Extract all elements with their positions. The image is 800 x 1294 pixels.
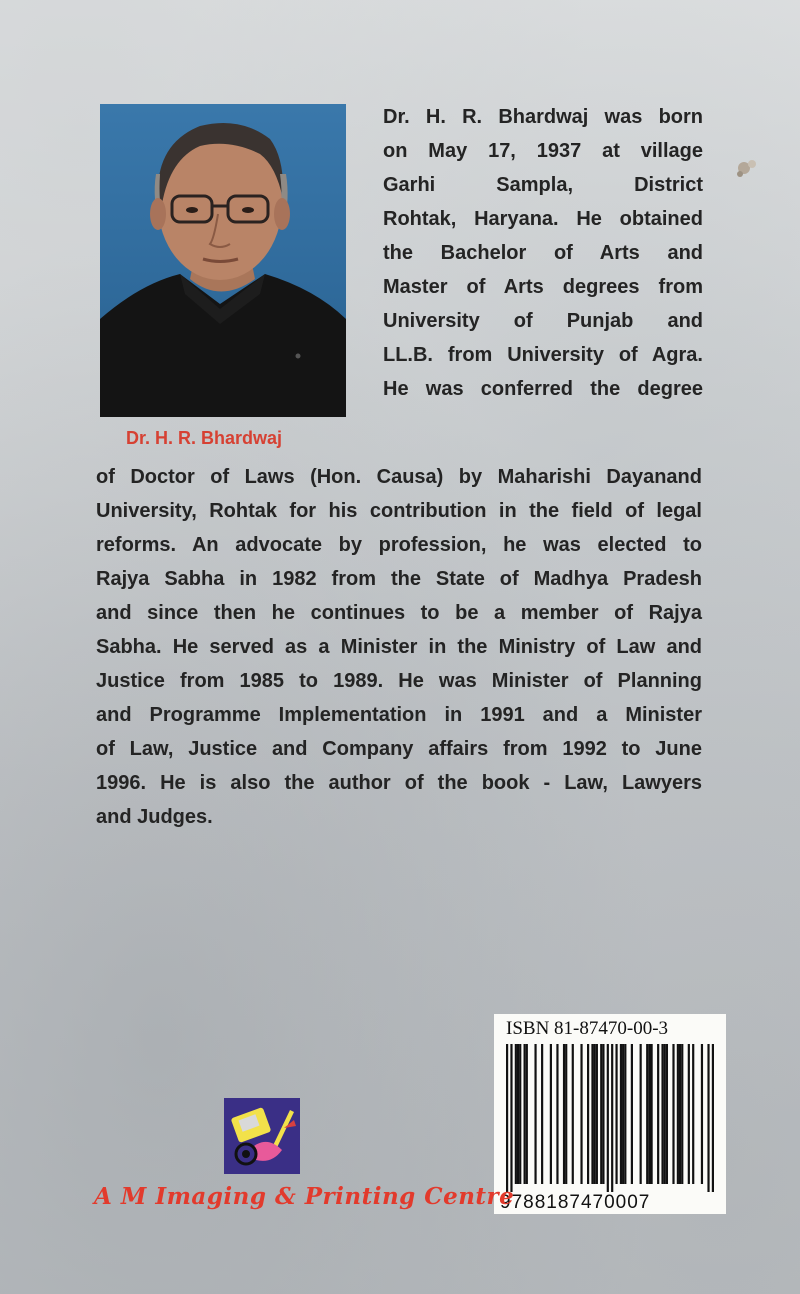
author-photo xyxy=(100,104,346,417)
bio-line: University of Punjab and xyxy=(383,310,703,332)
barcode-bar xyxy=(651,1044,653,1184)
bio-line: and Judges. xyxy=(96,806,213,828)
barcode-bar xyxy=(657,1044,659,1184)
bio-line: Garhi Sampla, District xyxy=(383,174,703,196)
isbn-label: ISBN 81-87470-00-3 xyxy=(506,1018,669,1039)
barcode-bar xyxy=(556,1044,558,1184)
barcode-bar xyxy=(661,1044,663,1184)
bio-line: Rajya Sabha in 1982 from the State of Madhya Pradesh xyxy=(96,568,702,590)
barcode-bar xyxy=(620,1044,622,1184)
barcode-bar xyxy=(692,1044,694,1184)
barcode-bar xyxy=(622,1044,624,1184)
barcode-bar xyxy=(524,1044,526,1184)
barcode-bar xyxy=(565,1044,567,1184)
barcode-bar xyxy=(631,1044,633,1184)
bio-line: Dr. H. R. Bhardwaj was born xyxy=(383,106,703,128)
bio-line: and Programme Implementation in 1991 and a Minister xyxy=(96,704,702,726)
barcode-bar xyxy=(688,1044,690,1184)
bio-line: Justice from 1985 to 1989. He was Minister of Planning xyxy=(96,670,702,692)
barcode-bar xyxy=(666,1044,668,1184)
barcode-bar xyxy=(701,1044,703,1184)
barcode-bar xyxy=(712,1044,714,1192)
barcode-bar xyxy=(624,1044,626,1184)
bio-line: University, Rohtak for his contribution in the field of legal xyxy=(96,500,702,522)
barcode-bar xyxy=(510,1044,512,1192)
bio-line: of Law, Justice and Company affairs from 1992 to June xyxy=(96,738,702,760)
bio-line: 1996. He is also the author of the book - Law, Lawyers xyxy=(96,772,702,794)
publisher-logo xyxy=(224,1098,300,1174)
barcode-bar xyxy=(600,1044,602,1184)
bio-line: Sabha. He served as a Minister in the Ministry of Law and xyxy=(96,636,702,658)
bio-line: the Bachelor of Arts and xyxy=(383,242,703,264)
bio-line: Rohtak, Haryana. He obtained xyxy=(383,208,703,230)
author-portrait-icon xyxy=(100,104,346,417)
barcode-bar xyxy=(580,1044,582,1184)
barcode-bar xyxy=(594,1044,596,1184)
barcode-bar xyxy=(681,1044,683,1184)
barcode-bar xyxy=(672,1044,674,1184)
barcode-bar xyxy=(615,1044,617,1184)
bio-top-paragraph xyxy=(383,100,703,406)
isbn-barcode-box xyxy=(494,1014,726,1214)
publisher-logo-icon xyxy=(224,1098,300,1174)
barcode-bar xyxy=(646,1044,648,1184)
bio-bottom-paragraph xyxy=(96,460,702,834)
bio-line: of Doctor of Laws (Hon. Causa) by Maharishi Dayanand xyxy=(96,466,702,488)
barcode-bar xyxy=(648,1044,650,1184)
barcode-bar xyxy=(611,1044,613,1192)
barcode-bar xyxy=(534,1044,536,1184)
barcode-bar xyxy=(607,1044,609,1192)
barcode-bar xyxy=(707,1044,709,1192)
barcode-bar xyxy=(515,1044,517,1184)
bio-line: reforms. An advocate by profession, he was elected to xyxy=(96,534,702,556)
barcode-bar xyxy=(563,1044,565,1184)
barcode-icon xyxy=(506,1044,714,1192)
barcode-bar xyxy=(541,1044,543,1184)
bio-line: He was conferred the degree xyxy=(383,378,703,400)
barcode-bar xyxy=(640,1044,642,1184)
barcode-number: 9788187470007 xyxy=(500,1192,651,1213)
publisher-name: A M Imaging & Printing Centre xyxy=(94,1183,515,1210)
barcode-bar xyxy=(517,1044,519,1184)
paper-blemish-icon xyxy=(730,150,766,186)
barcode-bar xyxy=(506,1044,508,1192)
bio-line: LL.B. from University of Agra. xyxy=(383,344,703,366)
barcode-bar xyxy=(526,1044,528,1184)
bio-line: on May 17, 1937 at village xyxy=(383,140,703,162)
author-caption: Dr. H. R. Bhardwaj xyxy=(126,428,283,448)
barcode-bar xyxy=(596,1044,598,1184)
barcode-bar xyxy=(572,1044,574,1184)
barcode-bar xyxy=(677,1044,679,1184)
barcode-bar xyxy=(550,1044,552,1184)
barcode-bar xyxy=(519,1044,521,1184)
bio-line: Master of Arts degrees from xyxy=(383,276,703,298)
barcode-bar xyxy=(602,1044,604,1184)
barcode-bar xyxy=(664,1044,666,1184)
barcode-bar xyxy=(679,1044,681,1184)
bio-line: and since then he continues to be a member of Rajya xyxy=(96,602,702,624)
barcode-bar xyxy=(587,1044,589,1184)
barcode-bar xyxy=(591,1044,593,1184)
